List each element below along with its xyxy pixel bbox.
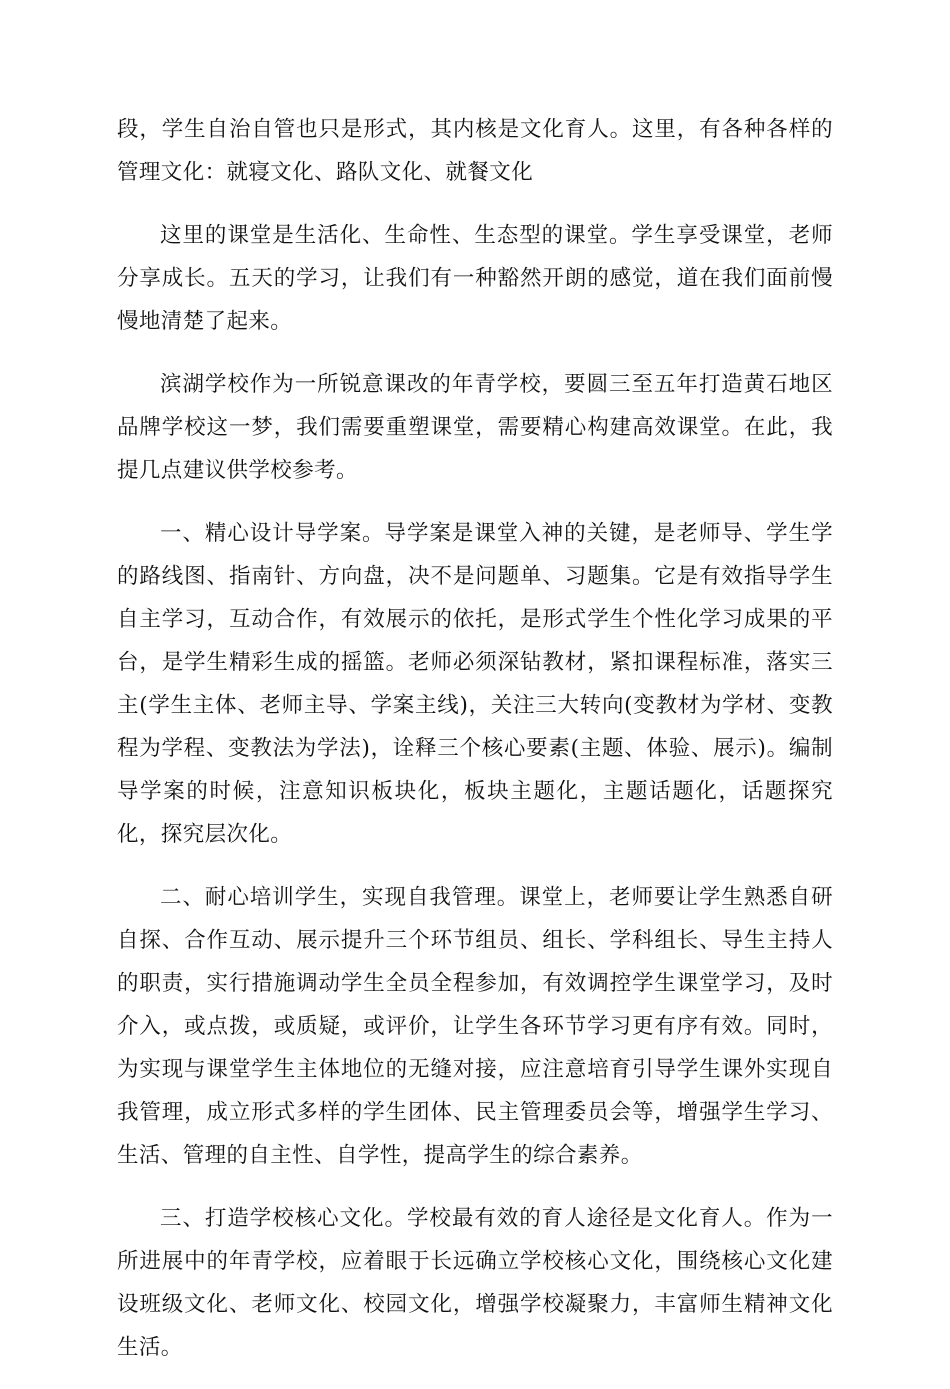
- paragraph-continuation: 段，学生自治自管也只是形式，其内核是文化育人。这里，有各种各样的管理文化：就寝文化、路队文化、就餐文化: [117, 117, 833, 185]
- document-body: [117, 108, 833, 1389]
- paragraph-binhu-school: 滨湖学校作为一所锐意课改的年青学校，要圆三至五年打造黄石地区品牌学校这一梦，我们需要重塑课堂，需要精心构建高效课堂。在此，我提几点建议供学校参考。: [117, 372, 833, 483]
- paragraph-suggestion-3: 三、打造学校核心文化。学校最有效的育人途径是文化育人。作为一所进展中的年青学校，应着眼于长远确立学校核心文化，围绕核心文化建设班级文化、老师文化、校园文化，增强学校凝聚力，丰富师生精神文化生活。: [117, 1206, 833, 1360]
- paragraph-classroom: 这里的课堂是生活化、生命性、生态型的课堂。学生享受课堂，老师分享成长。五天的学习，让我们有一种豁然开朗的感觉，道在我们面前慢慢地清楚了起来。: [117, 223, 833, 334]
- paragraph-suggestion-2: 二、耐心培训学生，实现自我管理。课堂上，老师要让学生熟悉自研自探、合作互动、展示提升三个环节组员、组长、学科组长、导生主持人的职责，实行措施调动学生全员全程参加，有效调控学生课堂学习，及时介入，或点拨，或质疑，或评价，让学生各环节学习更有序有效。同时，为实现与课堂学生主体地位的无缝对接，应注意培育引导学生课外实现自我管理，成立形式多样的学生团体、民主管理委员会等，增强学生学习、生活、管理的自主性、自学性，提高学生的综合素养。: [117, 885, 833, 1168]
- paragraph-suggestion-1: 一、精心设计导学案。导学案是课堂入神的关键，是老师导、学生学的路线图、指南针、方向盘，决不是问题单、习题集。它是有效指导学生自主学习，互动合作，有效展示的依托，是形式学生个性化学习成果的平台，是学生精彩生成的摇篮。老师必须深钻教材，紧扣课程标准，落实三主(学生主体、老师主导、学案主线)，关注三大转向(变教材为学材、变教程为学程、变教法为学法)，诠释三个核心要素(主题、体验、展示)。编制导学案的时候，注意知识板块化，板块主题化，主题话题化，话题探究化，探究层次化。: [117, 521, 833, 847]
